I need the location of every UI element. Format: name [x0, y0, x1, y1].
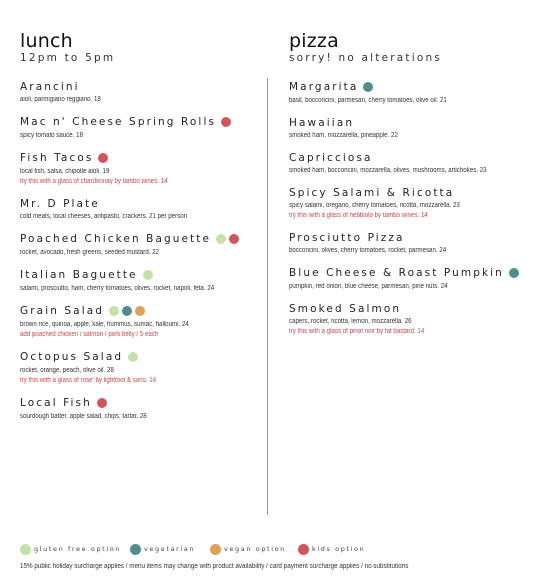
- dietary-legend: [20, 544, 540, 556]
- menu-item: [20, 347, 255, 386]
- menu-item-name: Margarita: [289, 81, 359, 93]
- menu-item-description: brown rice, quinoa, apple, kale, hummus, sumac, halloumi. 24: [20, 321, 189, 328]
- vegetarian-dot-icon: [509, 268, 519, 278]
- menu-item: [20, 194, 255, 222]
- gluten-free-dot-icon: [216, 234, 226, 244]
- menu-item-description: smoked ham, mozzarella, pineapple. 22: [289, 132, 398, 139]
- menu-item-name: Fish Tacos: [20, 152, 94, 164]
- gluten-free-dot-icon: [143, 270, 153, 280]
- kids-dot-icon: [229, 234, 239, 244]
- dietary-dots: [95, 149, 108, 167]
- kids-dot-icon: [97, 398, 107, 408]
- kids-dot-icon: [298, 544, 309, 555]
- menu-item-description: rocket, avocado, fresh greens, seeded mustard. 22: [20, 249, 160, 256]
- menu-item: [289, 228, 539, 256]
- legend-label: vegan option: [224, 545, 286, 553]
- menu-item-pairing-note: try this with a glass of nebbiolo by tambo wines. 14: [289, 212, 428, 219]
- menu-item: [20, 229, 255, 258]
- menu-item-name: Grain Salad: [20, 305, 105, 317]
- menu-item-description: capers, rocket, ricotta, lemon, mozzarella. 26: [289, 318, 412, 325]
- menu-item-name: Capricciosa: [289, 152, 373, 164]
- menu-item-description: basil, bocconcini, parmesan, cherry tomatoes, olive oil. 21: [289, 97, 447, 104]
- menu-item-name: Italian Baguette: [20, 269, 138, 281]
- menu-item-name: Poached Chicken Baguette: [20, 233, 212, 245]
- menu-item: [289, 77, 539, 106]
- vegan-dot-icon: [210, 544, 221, 555]
- menu-item-pairing-note: try this with a glass of rose' by lightfoot & sons. 14: [20, 377, 157, 384]
- menu-item: [20, 112, 255, 141]
- gluten-free-dot-icon: [109, 306, 119, 316]
- footer-notes: 15% public holiday surcharge applies / menu items may change with product availability / card payment surcharge applies / no substitutions: [20, 563, 409, 570]
- vegetarian-dot-icon: [363, 82, 373, 92]
- vegetarian-dot-icon: [122, 306, 132, 316]
- menu-item: [289, 299, 539, 337]
- dietary-dots: [213, 230, 239, 248]
- menu-item: [20, 77, 255, 105]
- pizza-title: pizza: [289, 30, 339, 52]
- pizza-items: [289, 77, 539, 344]
- menu-item: [20, 148, 255, 187]
- dietary-dots: [360, 78, 373, 96]
- dietary-dots: [218, 113, 231, 131]
- column-divider: [267, 78, 268, 515]
- menu-item: [20, 393, 255, 422]
- menu-item-description: cold meats, local cheeses, antipasto, crackers. 21 per person: [20, 213, 188, 220]
- pizza-subtitle: sorry! no alterations: [289, 52, 442, 64]
- menu-item-description: pumpkin, red onion, blue cheese, parmesan, pine nuts. 24: [289, 283, 448, 290]
- lunch-title: lunch: [20, 30, 73, 52]
- menu-item-description: local fish, salsa, chipotle aioli. 19: [20, 168, 110, 175]
- menu-item-name: Prosciutto Pizza: [289, 232, 405, 244]
- kids-dot-icon: [98, 153, 108, 163]
- legend-label: kids option: [312, 545, 366, 553]
- menu-item-description: spicy tomato sauce. 18: [20, 132, 84, 139]
- menu-item-description: bocconcini, olives, cherry tomatoes, rocket, parmesan. 24: [289, 247, 447, 254]
- menu-item: [289, 183, 539, 221]
- menu-item-description: aioli, parmigiano reggiano. 18: [20, 96, 101, 103]
- dietary-dots: [125, 348, 138, 366]
- menu-item-name: Mac n' Cheese Spring Rolls: [20, 116, 217, 128]
- gluten-free-dot-icon: [20, 544, 31, 555]
- dietary-dots: [106, 302, 145, 320]
- menu-item-description: rocket, orange, peach, olive oil. 28: [20, 367, 114, 374]
- dietary-dots: [506, 264, 519, 282]
- lunch-hours: 12pm to 5pm: [20, 52, 116, 64]
- menu-item-name: Spicy Salami & Ricotta: [289, 187, 455, 199]
- menu-item: [289, 113, 539, 141]
- menu-item-name: Arancini: [20, 81, 80, 93]
- menu-item-description: salami, prosciutto, ham, cherry tomatoes, olives, rocket, napoli, feta. 24: [20, 285, 215, 292]
- menu-item-pairing-note: try this with a glass of pinot noir by fat bastard. 14: [289, 328, 425, 335]
- menu-item-description: spicy salami, oregano, cherry tomatoes, ricotta, mozzarella. 23: [289, 202, 460, 209]
- legend-label: gluten free option: [34, 545, 122, 553]
- menu-item-name: Local Fish: [20, 397, 92, 409]
- dietary-dots: [140, 266, 153, 284]
- menu-item: [20, 301, 255, 340]
- menu-item-pairing-note: add poached chicken / salmon / pork belly / 5 each: [20, 331, 159, 338]
- gluten-free-dot-icon: [128, 352, 138, 362]
- menu-item-name: Octopus Salad: [20, 351, 124, 363]
- menu-item-name: Smoked Salmon: [289, 303, 402, 315]
- vegan-dot-icon: [135, 306, 145, 316]
- dietary-dots: [94, 394, 107, 412]
- kids-dot-icon: [221, 117, 231, 127]
- menu-item-name: Blue Cheese & Roast Pumpkin: [289, 267, 504, 279]
- menu-item: [289, 148, 539, 176]
- menu-item-description: smoked ham, bocconcini, mozzarella, olives, mushrooms, artichokes. 23: [289, 167, 487, 174]
- lunch-items: [20, 77, 255, 429]
- menu-item: [20, 265, 255, 294]
- legend-label: vegetarian: [144, 545, 196, 553]
- menu-item-name: Mr. D Plate: [20, 198, 100, 210]
- menu-item-description: sourdough batter, apple salad, chips, tartar. 28: [20, 413, 147, 420]
- menu-item: [289, 263, 539, 292]
- menu-item-name: Hawaiian: [289, 117, 355, 129]
- menu-item-pairing-note: try this with a glass of chardonnay by tambo wines. 14: [20, 178, 168, 185]
- vegetarian-dot-icon: [130, 544, 141, 555]
